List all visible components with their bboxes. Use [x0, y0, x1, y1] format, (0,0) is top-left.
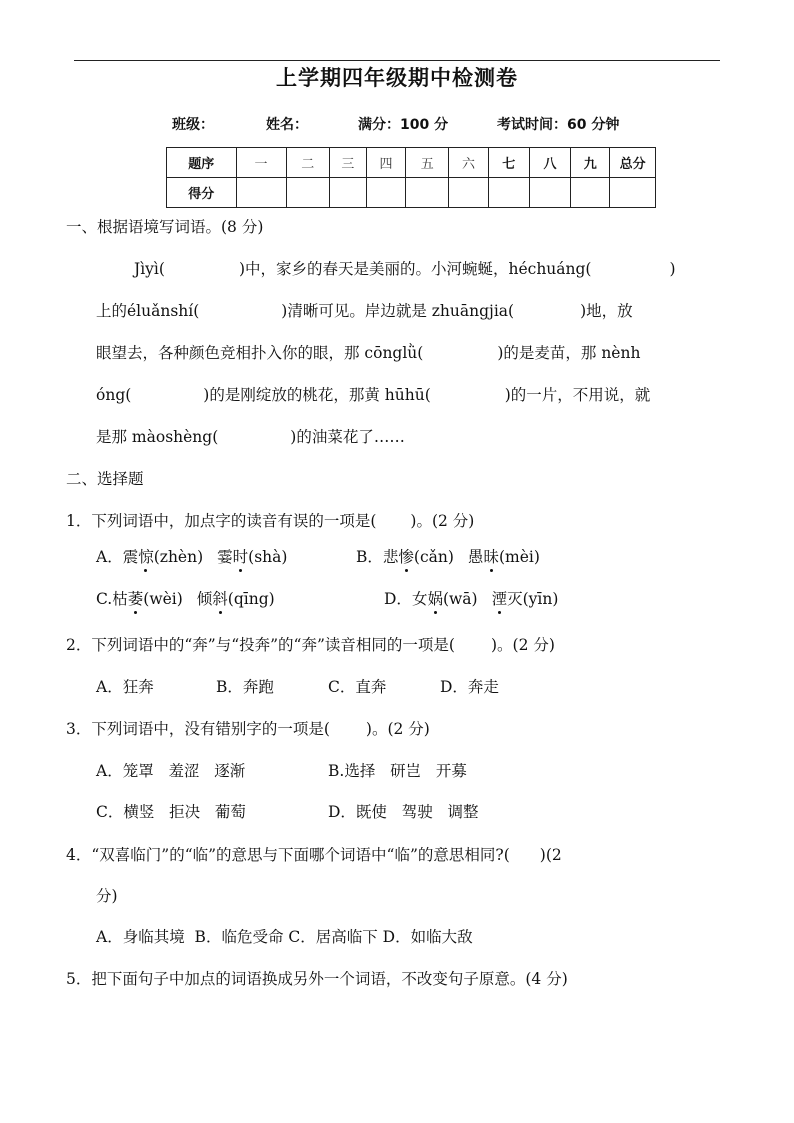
dotted-char: 时 [233, 545, 249, 567]
option-label: B． [356, 548, 383, 566]
dotted-char: 斜 [212, 587, 228, 609]
text: 4．“双喜临门”的“临”的意思与下面哪个词语中“临”的意思相同?( [66, 846, 510, 864]
col-2: 二 [286, 148, 329, 178]
pinyin: (zhèn) [153, 548, 204, 566]
char: 倾 [196, 590, 213, 608]
col-6: 六 [449, 148, 488, 178]
question-3-option-b[interactable]: B.选择 研岂 开募 [328, 762, 467, 780]
question-2-option-d[interactable]: D．奔走 [440, 678, 499, 696]
col-1: 一 [236, 148, 286, 178]
score-cell[interactable] [286, 178, 329, 208]
question-4-options[interactable]: A．身临其境 B．临危受命 C．居高临下 D．如临大敌 [96, 928, 473, 946]
text: )地，放 [580, 302, 633, 320]
question-4-stem [66, 843, 562, 865]
header-rule [74, 60, 720, 61]
score-cell[interactable] [529, 178, 570, 208]
col-8: 八 [529, 148, 570, 178]
char: 愚 [467, 548, 484, 566]
col-total: 总分 [610, 148, 656, 178]
question-4-stem-cont: 分) [96, 887, 118, 905]
char: 枯 [112, 590, 128, 608]
option-label: D． [384, 590, 412, 608]
question-5-stem: 5．把下面句子中加点的词语换成另外一个词语，不改变句子原意。(4 分) [66, 970, 568, 988]
question-3-stem [66, 717, 430, 739]
char: 震 [122, 548, 139, 566]
text: óng( [96, 386, 132, 404]
dotted-char: 惨 [398, 545, 414, 567]
score-cell[interactable] [406, 178, 449, 208]
question-3-option-a[interactable]: A．笼罩 羞涩 逐渐 [96, 762, 246, 780]
text: )。(2 分) [410, 512, 475, 530]
section1-paragraph-line-1 [134, 257, 676, 279]
question-1-option-d[interactable] [384, 587, 558, 609]
section1-heading: 一、根据语境写词语。(8 分) [66, 218, 264, 236]
name-label: 姓名： [266, 117, 308, 133]
pinyin: (shà) [248, 548, 288, 566]
text: )。(2 分) [365, 720, 430, 738]
score-cell[interactable] [571, 178, 610, 208]
question-1-stem [66, 509, 474, 531]
question-1-option-b[interactable] [356, 545, 540, 567]
text: Jìyì( [134, 260, 165, 278]
text: )。(2 分) [490, 636, 555, 654]
col-9: 九 [571, 148, 610, 178]
pinyin: (wèi) [143, 590, 183, 608]
question-1-option-a[interactable] [96, 545, 287, 567]
score-cell-total[interactable] [610, 178, 656, 208]
question-3-option-c[interactable]: C．横竖 拒决 葡萄 [96, 803, 246, 821]
char: 霎 [217, 548, 233, 566]
row-label-score: 得分 [167, 178, 237, 208]
col-7: 七 [488, 148, 529, 178]
col-3: 三 [329, 148, 366, 178]
option-label: A． [96, 548, 123, 566]
score-table [166, 147, 656, 208]
question-2-option-b[interactable]: B．奔跑 [216, 678, 274, 696]
text: )的一片，不用说，就 [504, 386, 651, 404]
col-5: 五 [406, 148, 449, 178]
row-label-order: 题序 [167, 148, 237, 178]
score-cell[interactable] [329, 178, 366, 208]
text: 3．下列词语中，没有错别字的一项是( [66, 720, 330, 738]
class-label: 班级： [172, 117, 214, 133]
pinyin: (yīn) [522, 590, 559, 608]
pinyin: (qīng) [227, 590, 275, 608]
text: )的油菜花了…… [290, 428, 405, 446]
pinyin: (mèi) [498, 548, 540, 566]
text: ) [669, 260, 676, 278]
question-1-option-c[interactable] [96, 587, 275, 609]
text: 1．下列词语中，加点字的读音有误的一项是( [66, 512, 377, 530]
dotted-char: 萎 [128, 587, 144, 609]
score-cell[interactable] [449, 178, 488, 208]
question-2-option-c[interactable]: C．直奔 [328, 678, 387, 696]
section1-paragraph-line-2 [96, 299, 633, 321]
text: )的是刚绽放的桃花，那黄 hūhū( [203, 386, 431, 404]
dotted-char: 惊 [138, 545, 154, 567]
dotted-char: 湮 [492, 587, 508, 609]
exam-time: 考试时间：60 分钟 [497, 117, 620, 133]
option-label: C. [96, 590, 113, 608]
dotted-char: 娲 [427, 587, 443, 609]
question-2-option-a[interactable]: A．狂奔 [96, 678, 154, 696]
char: 灭 [507, 590, 523, 608]
text: )清晰可见。岸边就是 zhuāngjia( [281, 302, 515, 320]
col-4: 四 [366, 148, 405, 178]
text: 是那 màoshèng( [96, 428, 219, 446]
text: 眼望去，各种颜色竞相扑入你的眼，那 cōnglǜ( [96, 344, 424, 362]
section1-paragraph-line-4 [96, 383, 650, 405]
dotted-char: 昧 [483, 545, 499, 567]
section1-paragraph-line-3 [96, 341, 640, 363]
char: 悲 [382, 548, 399, 566]
pinyin: (wā) [442, 590, 478, 608]
text: 上的éluǎnshí( [96, 302, 200, 320]
text: )的是麦苗，那 nènh [497, 344, 641, 362]
score-cell[interactable] [366, 178, 405, 208]
text: )中，家乡的春天是美丽的。小河蜿蜒，héchuáng( [238, 260, 592, 278]
full-score: 满分：100 分 [358, 117, 449, 133]
text: 2．下列词语中的“奔”与“投奔”的“奔”读音相同的一项是( [66, 636, 455, 654]
question-2-stem [66, 633, 555, 655]
char: 女 [411, 590, 428, 608]
pinyin: (cǎn) [413, 548, 454, 566]
section2-heading: 二、选择题 [66, 470, 144, 488]
section1-paragraph-line-5 [96, 425, 405, 447]
score-cell[interactable] [488, 178, 529, 208]
exam-title: 上学期四年级期中检测卷 [276, 66, 518, 90]
score-cell[interactable] [236, 178, 286, 208]
question-3-option-d[interactable]: D．既使 驾驶 调整 [328, 803, 479, 821]
text: )(2 [539, 846, 562, 864]
